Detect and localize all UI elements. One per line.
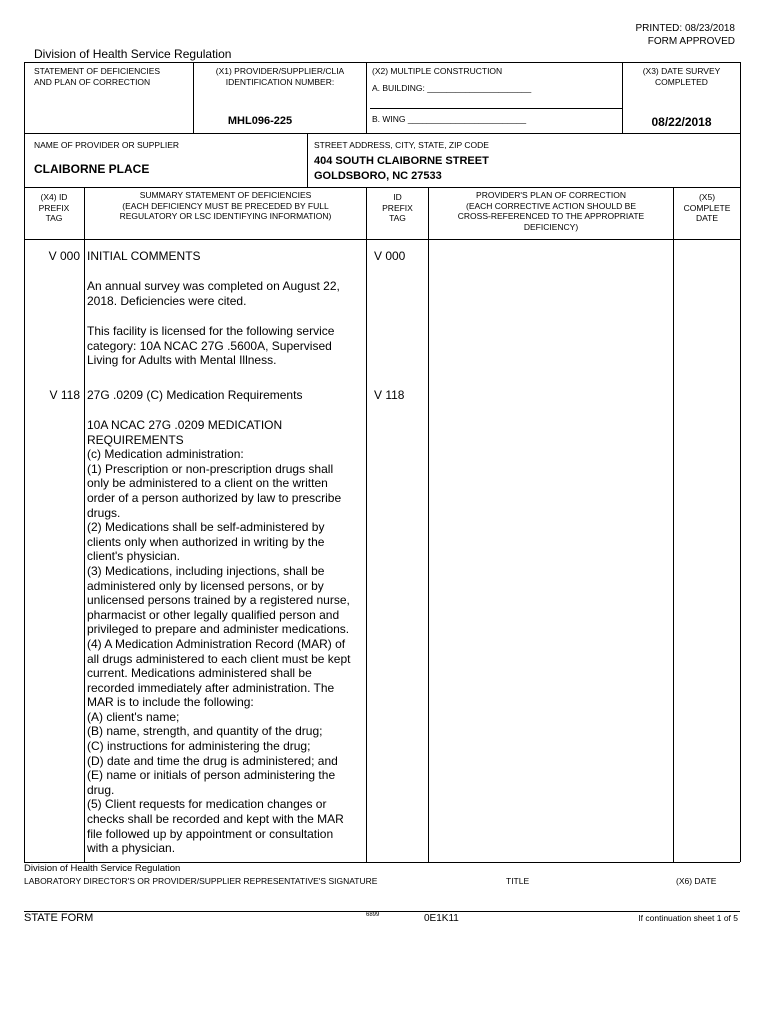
division-title: Division of Health Service Regulation: [34, 47, 232, 61]
v118-title: 27G .0209 (C) Medication Requirements: [87, 388, 303, 402]
v118-body: 10A NCAC 27G .0209 MEDICATION REQUIREMENTS (c) Medication administration: (1) Prescription or non-prescription drugs shall only be administered to a client on the written order of a person authorized by law to prescribe drugs. (2) Medications shall be self-administered by clients only when authorized in writing by the client's physician. (3) Medications, including injections, shall be administered only by licensed persons, or by unlicensed persons trained by a registered nurse, pharmacist or other legally qualified person and privileged to prepare and administer medications. (4) A Medication Administration Record (MAR) of all drugs administered to each client must be kept current. Medications administered shall be recorded immediately after administration. The MAR is to include the following: (A) client's name; (B) name, strength, and quantity of the drug; (C) instructions for administering the drug; (D) date and time the drug is administered; and (E) name or initials of person administering the drug. (5) Client requests for medication changes or checks shall be recorded and kept with the MAR file followed up by appointment or consultation with a physician.: [87, 418, 351, 856]
x1-label: (X1) PROVIDER/SUPPLIER/CLIA IDENTIFICATION NUMBER:: [215, 66, 345, 87]
provider-name-label: NAME OF PROVIDER OR SUPPLIER: [34, 140, 179, 150]
continuation-sheet: If continuation sheet 1 of 5: [638, 913, 738, 923]
v000-title: INITIAL COMMENTS: [87, 249, 201, 263]
header-summary: SUMMARY STATEMENT OF DEFICIENCIES (EACH DEFICIENCY MUST BE PRECEDED BY FULL REGULATORY OR LSC IDENTIFYING INFORMATION): [119, 190, 332, 221]
header-id-prefix: ID PREFIX TAG: [382, 192, 413, 223]
x2-divider: [370, 108, 622, 109]
form-approved: FORM APPROVED: [647, 36, 735, 47]
tag-v000: V 000: [48, 249, 80, 263]
survey-completed-date: 08/22/2018: [651, 115, 712, 129]
printed-date: PRINTED: 08/23/2018: [635, 23, 735, 34]
date-label: (X6) DATE: [676, 876, 717, 886]
x2-label: (X2) MULTIPLE CONSTRUCTION: [372, 66, 503, 76]
state-form-label: STATE FORM: [24, 912, 94, 924]
x3-label: (X3) DATE SURVEY COMPLETED: [642, 66, 721, 87]
signature-label: LABORATORY DIRECTOR'S OR PROVIDER/SUPPLIER REPRESENTATIVE'S SIGNATURE: [24, 876, 378, 886]
building-field: A. BUILDING: ______________________: [372, 83, 532, 93]
header-x4-prefix: (X4) ID PREFIX TAG: [38, 192, 70, 223]
header-plan-of-correction: PROVIDER'S PLAN OF CORRECTION (EACH CORRECTIVE ACTION SHOULD BE CROSS-REFERENCED TO THE APPROPRIATE DEFICIENCY): [457, 190, 645, 232]
wing-field: B. WING _________________________: [372, 114, 527, 124]
event-id: 0E1K11: [424, 913, 459, 924]
v000-paragraph-1: An annual survey was completed on August 22, 2018. Deficiencies were cited.: [87, 279, 340, 308]
title-label: TITLE: [506, 876, 530, 886]
v000-paragraph-2: This facility is licensed for the following service category: 10A NCAC 27G .5600A, Supervised Living for Adults with Mental Illness.: [87, 324, 335, 368]
tag-v118: V 118: [49, 388, 80, 402]
id-v118: V 118: [374, 388, 405, 402]
form-number: 6899: [366, 912, 380, 918]
provider-address: 404 SOUTH CLAIBORNE STREET GOLDSBORO, NC 27533: [314, 155, 489, 182]
provider-name: CLAIBORNE PLACE: [34, 162, 150, 176]
provider-id-number: MHL096-225: [227, 115, 293, 127]
header-x5-date: (X5) COMPLETE DATE: [683, 192, 731, 223]
address-label: STREET ADDRESS, CITY, STATE, ZIP CODE: [314, 140, 489, 150]
id-v000: V 000: [374, 249, 406, 263]
statement-label: STATEMENT OF DEFICIENCIES AND PLAN OF CORRECTION: [34, 66, 161, 87]
footer-division: Division of Health Service Regulation: [24, 863, 181, 874]
